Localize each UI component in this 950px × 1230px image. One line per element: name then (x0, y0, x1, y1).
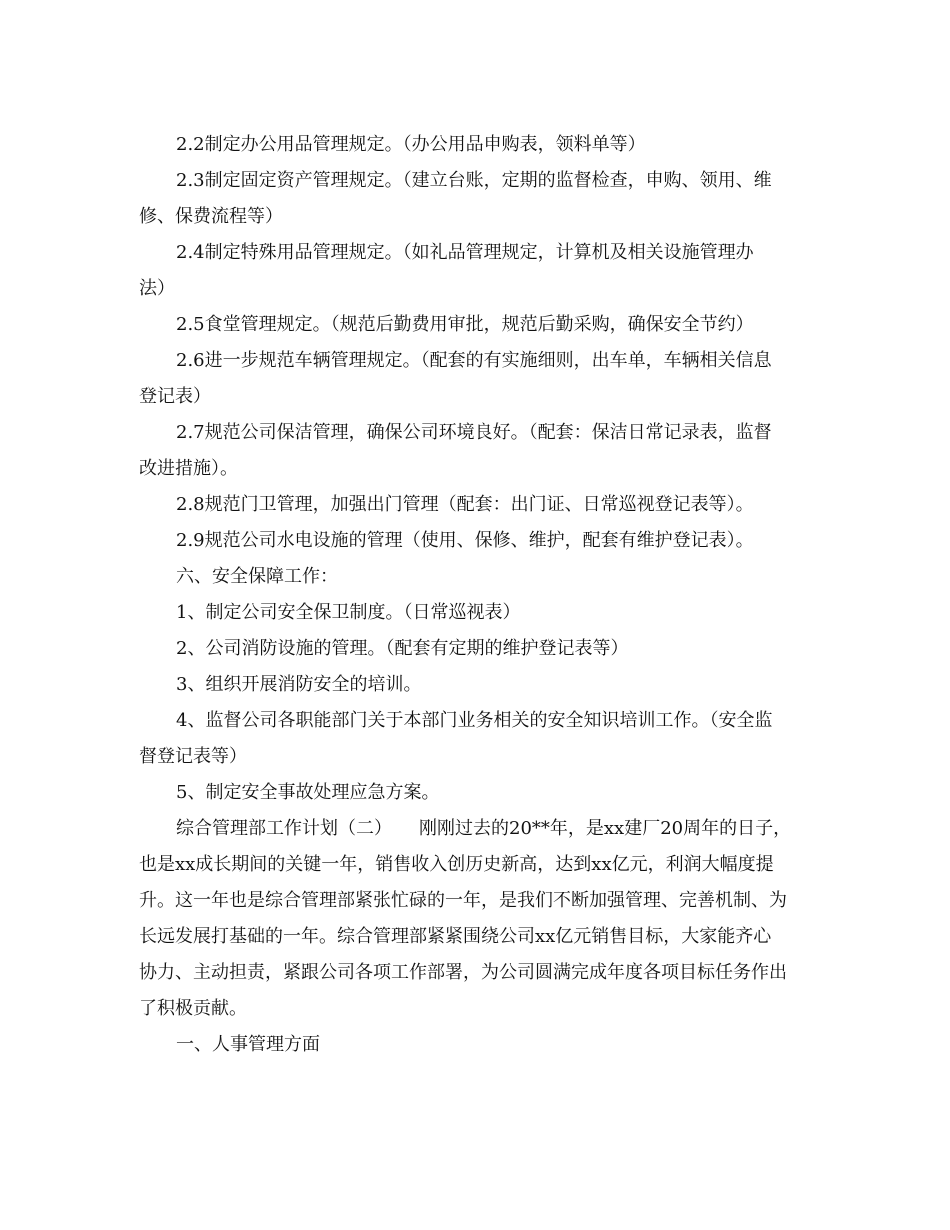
paragraph-line: 3、组织开展消防安全的培训。 (176, 674, 422, 695)
document-body (139, 127, 829, 1063)
paragraph-line: 1、制定公司安全保卫制度。（日常巡视表） (176, 602, 521, 623)
paragraph-line: 2.3制定固定资产管理规定。（建立台账，定期的监督检查，申购、领用、维 (176, 170, 772, 191)
section-heading: 一、人事管理方面 (176, 1034, 320, 1055)
paragraph-line: 4、监督公司各职能部门关于本部门业务相关的安全知识培训工作。（安全监 (176, 710, 773, 731)
paragraph-line: 了积极贡献。 (139, 998, 247, 1019)
paragraph-line: 2.8规范门卫管理，加强出门管理（配套：出门证、日常巡视登记表等）。 (176, 494, 754, 515)
paragraph-line: 长远发展打基础的一年。综合管理部紧紧围绕公司xx亿元销售目标，大家能齐心 (139, 926, 772, 947)
paragraph-line: 改进措施）。 (139, 458, 238, 479)
paragraph-line: 法） (139, 278, 175, 299)
paragraph-line: 修、保费流程等） (139, 206, 283, 227)
paragraph-line: 综合管理部工作计划（二） 刚刚过去的20**年，是xx建厂20周年的日子， (176, 818, 792, 839)
paragraph-line: 2.2制定办公用品管理规定。（办公用品申购表，领料单等） (176, 134, 646, 155)
paragraph-line: 2.5食堂管理规定。（规范后勤费用审批，规范后勤采购，确保安全节约） (176, 314, 754, 335)
paragraph-line: 2.9规范公司水电设施的管理（使用、保修、维护，配套有维护登记表）。 (176, 530, 754, 551)
paragraph-line: 也是xx成长期间的关键一年，销售收入创历史新高，达到xx亿元，利润大幅度提 (139, 854, 774, 875)
paragraph-line: 5、制定安全事故处理应急方案。 (176, 782, 440, 803)
paragraph-line: 登记表） (139, 386, 211, 407)
paragraph-line: 督登记表等） (139, 746, 247, 767)
section-heading: 六、安全保障工作： (176, 566, 338, 587)
paragraph-line: 2.6进一步规范车辆管理规定。（配套的有实施细则，出车单，车辆相关信息 (176, 350, 772, 371)
paragraph-line: 2.4制定特殊用品管理规定。（如礼品管理规定，计算机及相关设施管理办 (176, 242, 754, 263)
paragraph-line: 2.7规范公司保洁管理，确保公司环境良好。（配套：保洁日常记录表，监督 (176, 422, 772, 443)
paragraph-line: 2、公司消防设施的管理。（配套有定期的维护登记表等） (176, 638, 629, 659)
paragraph-line: 协力、主动担责，紧跟公司各项工作部署，为公司圆满完成年度各项目标任务作出 (139, 962, 787, 983)
paragraph-line: 升。这一年也是综合管理部紧张忙碌的一年，是我们不断加强管理、完善机制、为 (139, 890, 787, 911)
